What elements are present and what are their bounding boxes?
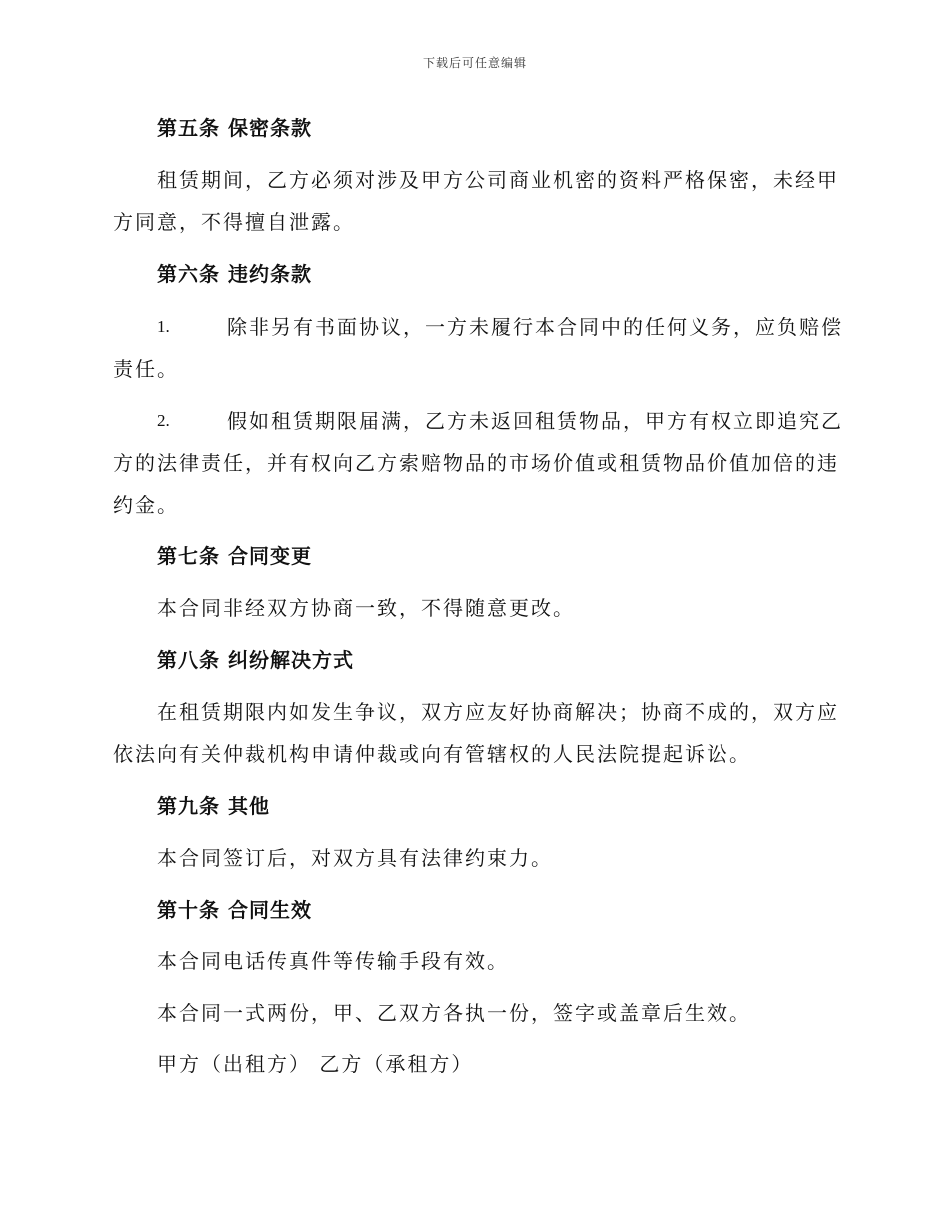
section-5-text-line-1: 租赁期间，乙方必须对涉及甲方公司商业机密的资料严格保密，未经甲: [157, 168, 839, 192]
item-1-text-line-1: 除非另有书面协议，一方未履行本合同中的任何义务，应负赔偿: [227, 315, 843, 339]
page-header: 下载后可任意编辑: [422, 56, 527, 70]
section-5-text-line-2: 方同意，不得擅自泄露。: [113, 210, 355, 234]
item-2-text-line-3: 约金。: [113, 493, 179, 517]
section-5-title: 第五条 保密条款: [157, 116, 312, 140]
item-2-number: 2.: [157, 411, 170, 430]
item-1-number: 1.: [157, 317, 170, 336]
item-2-text-line-2: 方的法律责任，并有权向乙方索赔物品的市场价值或租赁物品价值加倍的违: [113, 451, 839, 475]
item-2-text-line-1: 假如租赁期限届满，乙方未返回租赁物品，甲方有权立即追究乙: [227, 409, 843, 433]
section-8-title: 第八条 纠纷解决方式: [157, 648, 354, 672]
section-9-title: 第九条 其他: [157, 794, 270, 818]
section-6-title: 第六条 违约条款: [157, 262, 312, 286]
section-8-text-line-1: 在租赁期限内如发生争议，双方应友好协商解决；协商不成的，双方应: [157, 700, 839, 724]
section-9-text: 本合同签订后，对双方具有法律约束力。: [157, 846, 553, 870]
signature-parties: 甲方（出租方） 乙方（承租方）: [157, 1052, 474, 1076]
section-10-title: 第十条 合同生效: [157, 898, 312, 922]
section-7-text: 本合同非经双方协商一致，不得随意更改。: [157, 596, 575, 620]
section-10-text-1: 本合同电话传真件等传输手段有效。: [157, 949, 509, 973]
item-1-text-line-2: 责任。: [113, 357, 179, 381]
section-8-text-line-2: 依法向有关仲裁机构申请仲裁或向有管辖权的人民法院提起诉讼。: [113, 742, 751, 766]
section-7-title: 第七条 合同变更: [157, 544, 312, 568]
section-10-text-2: 本合同一式两份，甲、乙双方各执一份，签字或盖章后生效。: [157, 1001, 751, 1025]
